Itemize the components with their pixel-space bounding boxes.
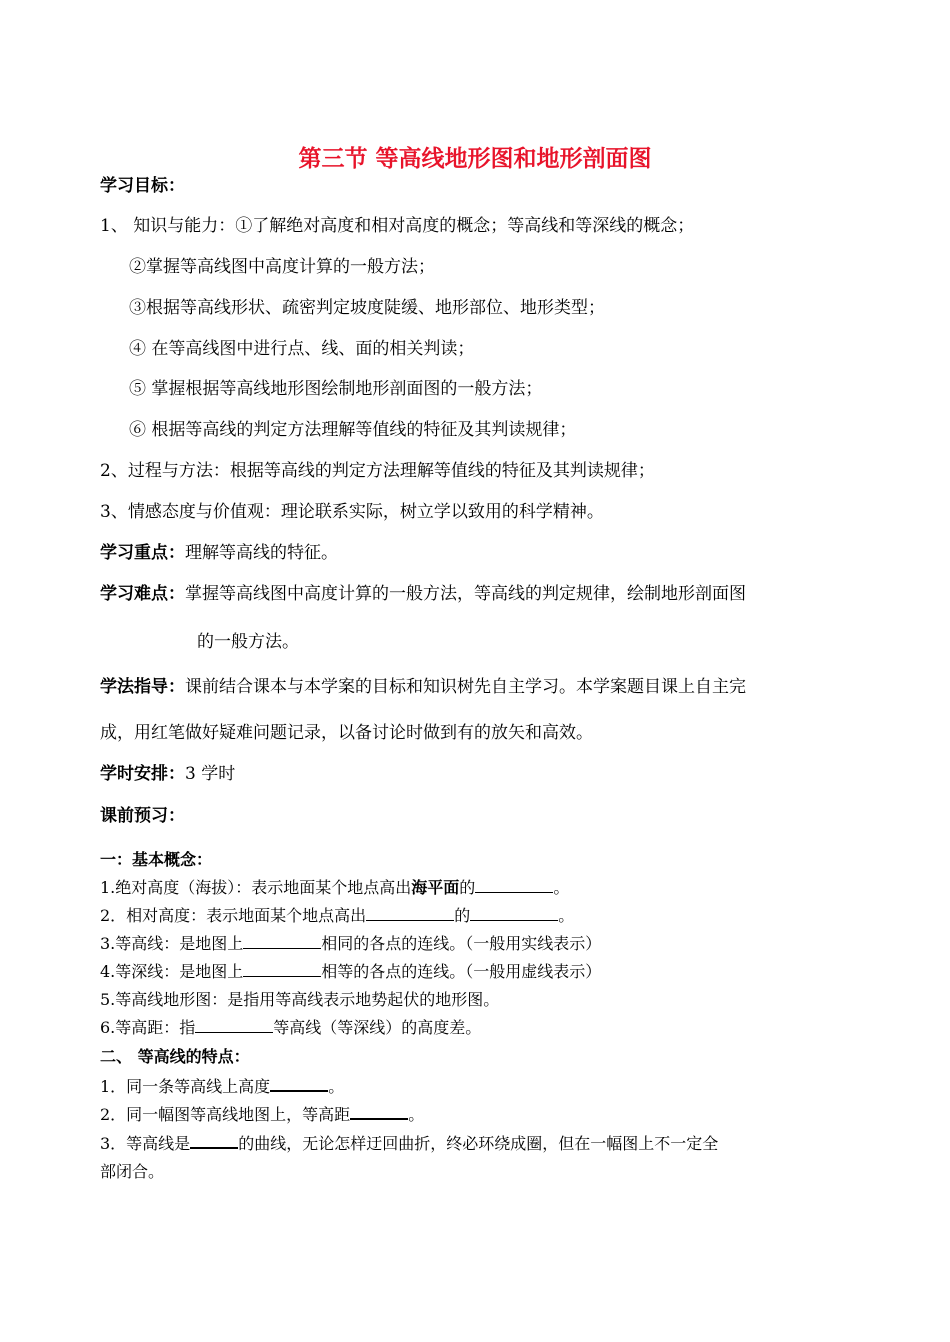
- concept-6-text-2: 等高线（等深线）的高度差。: [273, 1018, 482, 1037]
- blank-field[interactable]: [190, 1133, 238, 1149]
- page-title: 第三节 等高线地形图和地形剖面图: [298, 146, 652, 172]
- concept-4: [100, 962, 601, 982]
- objective-1-3: ③根据等高线形状、疏密判定坡度陡缓、地形部位、地形类型；: [129, 298, 605, 318]
- schedule-label: 学时安排：: [100, 764, 185, 784]
- concept-1-text: 1.绝对高度（海拔）：表示地面某个地点高出: [100, 878, 412, 897]
- study-guide-text: 课前结合课本与本学案的目标和知识树先自主学习。本学案题目课上自主完: [185, 677, 746, 697]
- difficulty-text: 掌握等高线图中高度计算的一般方法，等高线的判定规律，绘制地形剖面图: [185, 584, 746, 604]
- concept-1-text-2: 的: [459, 878, 476, 897]
- difficulty-label: 学习难点：: [100, 584, 185, 604]
- feature-3: [100, 1133, 718, 1154]
- concept-5: 5.等高线地形图：是指用等高线表示地势起伏的地形图。: [100, 990, 500, 1009]
- preview-heading: 课前预习：: [100, 806, 185, 826]
- objective-1-5: ⑤ 掌握根据等高线地形图绘制地形剖面图的一般方法；: [129, 379, 543, 399]
- feature-2-end: 。: [408, 1105, 425, 1124]
- concept-3-text: 3.等高线：是地图上: [100, 934, 244, 953]
- study-guide-text-cont: 成，用红笔做好疑难问题记录，以备讨论时做到有的放矢和高效。: [100, 723, 593, 743]
- concept-4-text: 4.等深线：是地图上: [100, 962, 244, 981]
- key-point-text: 理解等高线的特征。: [185, 543, 338, 563]
- features-heading: 二、 等高线的特点：: [100, 1047, 250, 1066]
- blank-field[interactable]: [243, 962, 321, 977]
- concept-2-end: 。: [558, 906, 575, 925]
- study-guide: [100, 677, 746, 697]
- concept-6-text: 6.等高距：指: [100, 1018, 196, 1037]
- objective-1-4: ④ 在等高线图中进行点、线、面的相关判读；: [129, 339, 475, 359]
- concept-2-text-2: 的: [454, 906, 471, 925]
- blank-field[interactable]: [475, 878, 553, 893]
- concept-6: [100, 1018, 481, 1038]
- objective-1-2: ②掌握等高线图中高度计算的一般方法；: [129, 257, 435, 277]
- blank-field[interactable]: [366, 906, 454, 921]
- feature-1: [100, 1076, 344, 1097]
- concept-3-text-2: 相同的各点的连线。（一般用实线表示）: [321, 934, 602, 953]
- key-point: [100, 543, 338, 563]
- feature-3-cont: 部闭合。: [100, 1162, 165, 1181]
- feature-1-text: 1．同一条等高线上高度: [100, 1077, 271, 1096]
- objective-1: 1、 知识与能力：①了解绝对高度和相对高度的概念；等高线和等深线的概念；: [100, 216, 695, 236]
- objective-3: 3、情感态度与价值观：理论联系实际，树立学以致用的科学精神。: [100, 502, 604, 522]
- objective-2: 2、过程与方法：根据等高线的判定方法理解等值线的特征及其判读规律；: [100, 461, 655, 481]
- difficulty-text-cont: 的一般方法。: [197, 632, 299, 652]
- feature-3-text: 3．等高线是: [100, 1134, 191, 1153]
- concept-1-end: 。: [553, 878, 570, 897]
- concept-4-text-2: 相等的各点的连线。（一般用虚线表示）: [321, 962, 602, 981]
- study-guide-label: 学法指导：: [100, 677, 185, 697]
- feature-2: [100, 1104, 424, 1125]
- concept-1: [100, 878, 569, 898]
- difficulty: [100, 584, 746, 604]
- concept-2: [100, 906, 574, 926]
- feature-2-text: 2．同一幅图等高线地图上，等高距: [100, 1105, 351, 1124]
- schedule: [100, 764, 235, 784]
- blank-field[interactable]: [243, 934, 321, 949]
- schedule-text: 3 学时: [185, 764, 236, 784]
- concept-1-emphasis: 海平面: [411, 878, 460, 897]
- basic-concepts-heading: 一：基本概念：: [100, 850, 213, 869]
- concept-3: [100, 934, 601, 954]
- objectives-heading: 学习目标：: [100, 176, 185, 196]
- feature-3-text-2: 的曲线，无论怎样迂回曲折，终必环绕成圈，但在一幅图上不一定全: [238, 1134, 719, 1153]
- blank-field[interactable]: [270, 1076, 328, 1092]
- blank-field[interactable]: [470, 906, 558, 921]
- key-point-label: 学习重点：: [100, 543, 185, 563]
- blank-field[interactable]: [350, 1104, 408, 1120]
- blank-field[interactable]: [195, 1018, 273, 1033]
- feature-1-end: 。: [328, 1077, 345, 1096]
- objective-1-6: ⑥ 根据等高线的判定方法理解等值线的特征及其判读规律；: [129, 420, 577, 440]
- concept-2-text: 2．相对高度：表示地面某个地点高出: [100, 906, 367, 925]
